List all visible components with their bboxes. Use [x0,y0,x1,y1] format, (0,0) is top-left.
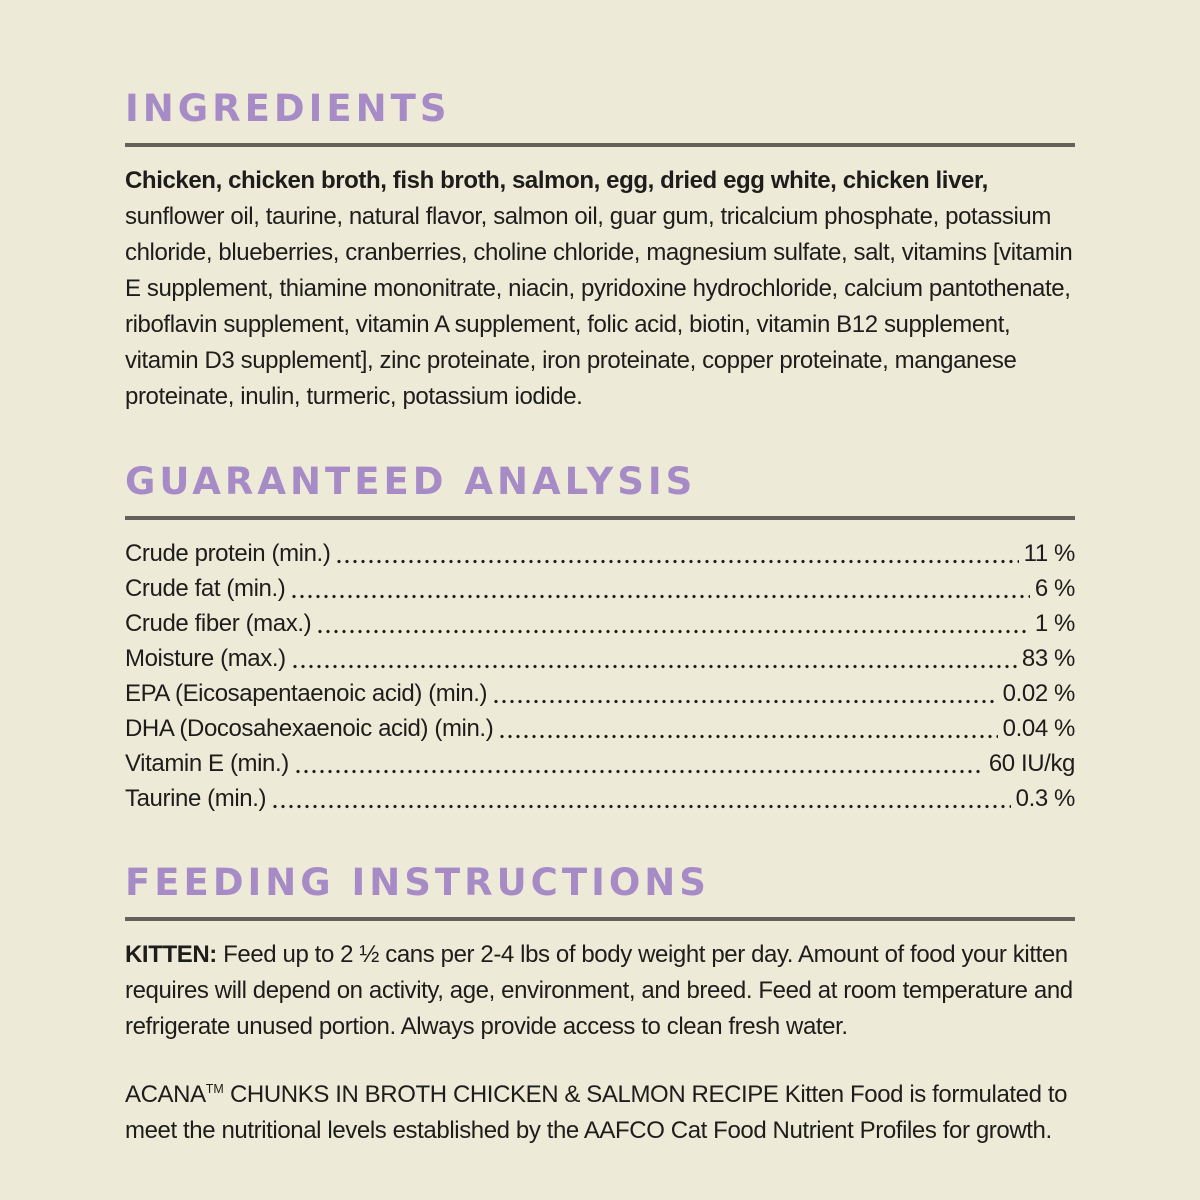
dotted-leader [494,699,998,704]
analysis-row [125,571,1075,606]
dotted-leader [293,664,1017,669]
trademark-symbol: TM [205,1082,224,1096]
guaranteed-analysis-section [125,461,1075,816]
ingredients-lead-bold: Chicken, chicken broth, fish broth, salmon, egg, dried egg white, chicken liver, [125,167,988,194]
kitten-lead-bold: KITTEN: [125,941,217,968]
kitten-body-text: Feed up to 2 ½ cans per 2-4 lbs of body weight per day. Amount of food your kitten requires will depend on activity, age, environment, and breed. Feed at room temperature and refrigerate unused portion. Always provide access to clean fresh water. [125,941,1073,1040]
aafco-body-text: CHUNKS IN BROTH CHICKEN & SALMON RECIPE Kitten Food is formulated to meet the nutritional levels established by the AAFCO Cat Food Nutrient Profiles for growth. [125,1081,1068,1144]
analysis-value: 11 % [1023,540,1075,567]
analysis-row [125,606,1075,641]
analysis-label: DHA (Docosahexaenoic acid) (min.) [125,715,494,742]
ingredients-divider [125,143,1075,147]
analysis-label: Crude protein (min.) [125,540,331,567]
analysis-value: 60 IU/kg [988,750,1075,777]
analysis-row [125,781,1075,816]
analysis-row [125,641,1075,676]
feeding-instructions-section [125,862,1075,1149]
analysis-value: 0.02 % [1002,680,1075,707]
dotted-leader [273,804,1011,809]
analysis-value: 1 % [1034,610,1075,637]
analysis-row [125,711,1075,746]
analysis-row [125,536,1075,571]
analysis-row [125,676,1075,711]
ingredients-paragraph [125,163,1075,415]
ingredients-body-text: sunflower oil, taurine, natural flavor, salmon oil, guar gum, tricalcium phosphate, potassium chloride, blueberries, cranberries, choline chloride, magnesium sulfate, salt, vitamins [vitamin E supplement, thiamine mononitrate, niacin, pyridoxine hydrochloride, calcium pantothenate, riboflavin supplement, vitamin A supplement, folic acid, biotin, vitamin B12 supplement, vitamin D3 supplement], zinc proteinate, iron proteinate, copper proteinate, manganese proteinate, inulin, turmeric, potassium iodide. [125,203,1073,410]
analysis-label: Moisture (max.) [125,645,286,672]
feeding-instructions-title: FEEDING INSTRUCTIONS [125,861,710,904]
brand-name: ACANA [125,1081,206,1108]
analysis-value: 83 % [1021,645,1075,672]
analysis-value: 6 % [1034,575,1075,602]
analysis-row [125,746,1075,781]
guaranteed-analysis-title: GUARANTEED ANALYSIS [125,460,697,503]
guaranteed-analysis-divider [125,516,1075,520]
ingredients-section [125,88,1075,415]
analysis-label: Vitamin E (min.) [125,750,289,777]
analysis-label: EPA (Eicosapentaenoic acid) (min.) [125,680,488,707]
ingredients-title: INGREDIENTS [125,87,451,130]
analysis-label: Crude fat (min.) [125,575,286,602]
feeding-instructions-divider [125,917,1075,921]
analysis-value: 0.3 % [1015,785,1075,812]
dotted-leader [296,769,984,774]
aafco-statement-paragraph [125,1071,1075,1149]
analysis-value: 0.04 % [1002,715,1075,742]
analysis-label: Taurine (min.) [125,785,267,812]
feeding-kitten-paragraph [125,937,1075,1045]
analysis-table [125,536,1075,816]
analysis-label: Crude fiber (max.) [125,610,312,637]
dotted-leader [318,629,1030,634]
dotted-leader [337,559,1018,564]
dotted-leader [292,594,1030,599]
dotted-leader [500,734,997,739]
